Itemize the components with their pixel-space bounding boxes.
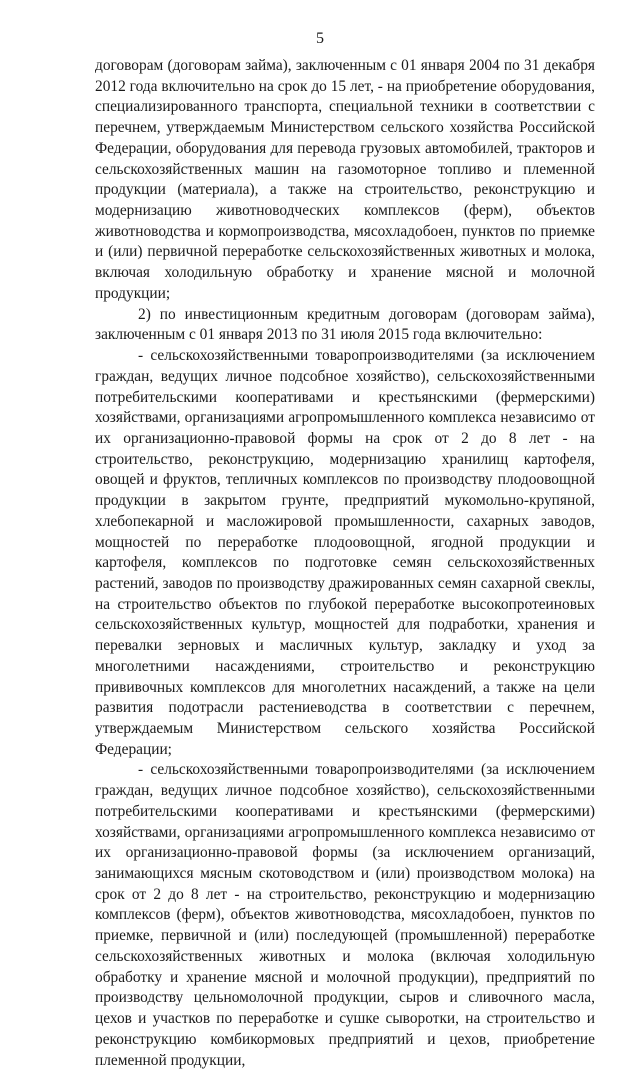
paragraph-item-2: 2) по инвестиционным кредитным договорам (договорам займа), заключенным с 01 января 2013 по 31 июля 2015 года включительно: [95, 305, 595, 344]
page-number: 5 [316, 30, 324, 47]
paragraph-bullet-crops: - сельскохозяйственными товаропроизводителями (за исключением граждан, ведущих личное подсобное хозяйство), сельскохозяйственными потребительскими кооперативами и крестьянскими (фермерскими) хозяйствами, организациями агропромышленного комплекса независимо от их организационно-правовой формы на срок от 2 до 8 лет - на строительство, реконструкцию, модернизацию хранилищ картофеля, овощей и фруктов, тепличных комплексов по производству плодоовощной продукции в закрытом грунте, предприятий мукомольно-крупяной, хлебопекарной и масложировой промышленности, сахарных заводов, мощностей по переработке плодоовощной, ягодной продукции и картофеля, комплексов по подготовке семян сельскохозяйственных растений, заводов по производству дражированных семян сахарной свеклы, на строительство объектов по глубокой переработке высокопротеиновых сельскохозяйственных культур, мощностей для подработки, хранения и перевалки зерновых и масличных культур, закладку и уход за многолетними насаждениями, строительство и реконструкцию прививочных комплексов для многолетних насаждений, а также на цели развития подотрасли растениеводства в соответствии с перечнем, утверждаемым Министерством сельского хозяйства Российской Федерации; [95, 347, 595, 758]
paragraph-continuation: договорам (договорам займа), заключенным с 01 января 2004 по 31 декабря 2012 года включительно на срок до 15 лет, - на приобретение оборудования, специализированного транспорта, специальной техники в соответствии с перечнем, утверждаемым Министерством сельского хозяйства Российской Федерации, оборудования для перевода грузовых автомобилей, тракторов и сельскохозяйственных машин на газомоторное топливо и племенной продукции (материала), а также на строительство, реконструкцию и модернизацию животноводческих комплексов (ферм), объектов животноводства и кормопроизводства, мясохладобоен, пунктов по приемке и (или) первичной переработке сельскохозяйственных животных и молока, включая холодильную обработку и хранение мясной и молочной продукции; [95, 57, 595, 302]
body-text [95, 56, 595, 1071]
paragraph-bullet-livestock: - сельскохозяйственными товаропроизводителями (за исключением граждан, ведущих личное подсобное хозяйство), сельскохозяйственными потребительскими кооперативами и крестьянскими (фермерскими) хозяйствами, организациями агропромышленного комплекса независимо от их организационно-правовой формы (за исключением организаций, занимающихся мясным скотоводством и (или) производством молока) на срок от 2 до 8 лет - на строительство, реконструкцию и модернизацию комплексов (ферм), объектов животноводства, мясохладобоен, пунктов по приемке, первичной и (или) последующей (промышленной) переработке сельскохозяйственных животных и молока (включая холодильную обработку и хранение мясной и молочной продукции), предприятий по производству цельномолочной продукции, сыров и сливочного масла, цехов и участков по переработке и сушке сыворотки, на строительство и реконструкцию комбикормовых предприятий и цехов, приобретение племенной продукции, [95, 761, 595, 1069]
